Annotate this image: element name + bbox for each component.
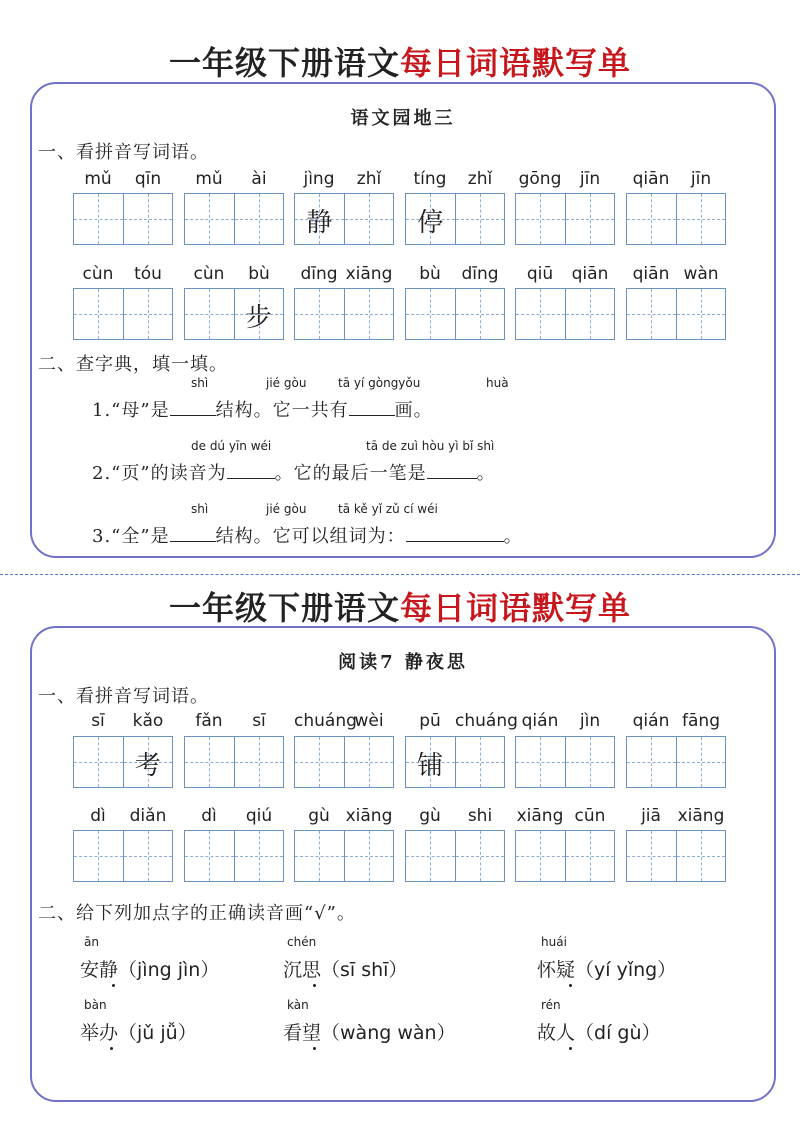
writing-cell[interactable] xyxy=(565,289,615,339)
pinyin-hint: bàn xyxy=(84,998,107,1012)
pinyin-hint: ān xyxy=(84,935,99,949)
pinyin-label: kǎo xyxy=(132,711,164,731)
writing-grid-box[interactable] xyxy=(626,193,726,245)
pinyin-label: bù xyxy=(248,264,270,284)
pinyin-label: zhǐ xyxy=(467,169,493,189)
pinyin-label: jiā xyxy=(641,806,661,826)
writing-grid-box[interactable] xyxy=(405,288,505,340)
writing-cell[interactable] xyxy=(344,194,394,244)
q3-text-c: 。 xyxy=(503,526,523,547)
pinyin-label: gù xyxy=(419,806,441,826)
q1-blank-2[interactable] xyxy=(349,415,395,416)
writing-cell[interactable] xyxy=(234,289,284,339)
pinyin-label: qīn xyxy=(134,169,162,189)
pinyin-label: qiān xyxy=(632,169,670,189)
writing-cell[interactable] xyxy=(455,289,505,339)
writing-cell[interactable] xyxy=(516,737,565,787)
writing-grid-box[interactable] xyxy=(515,193,615,245)
pinyin-label: gōng xyxy=(518,169,562,189)
q2-text-c: 。 xyxy=(476,463,496,484)
q3-blank-2[interactable] xyxy=(406,541,504,542)
emphasis-dot xyxy=(313,984,316,987)
writing-cell[interactable] xyxy=(295,737,344,787)
writing-grid-box[interactable] xyxy=(626,830,726,882)
header-black-text: 一年级下册语文 xyxy=(168,44,400,82)
pinyin-label: jìng xyxy=(303,169,335,189)
sheet1-section2-heading: 二、查字典，填一填。 xyxy=(38,354,228,375)
writing-cell[interactable] xyxy=(234,831,284,881)
writing-grid-box[interactable] xyxy=(184,830,284,882)
writing-cell[interactable] xyxy=(406,831,455,881)
writing-cell[interactable] xyxy=(74,289,123,339)
written-character: 停 xyxy=(417,208,444,238)
sheet2-title: 阅读7 静夜思 xyxy=(338,652,468,673)
pinyin-hint: huái xyxy=(541,935,567,949)
pinyin-hint: kàn xyxy=(287,998,309,1012)
pinyin-label: bù xyxy=(419,264,441,284)
choice-word: 安静 xyxy=(80,959,119,981)
writing-cell[interactable] xyxy=(676,737,726,787)
pinyin-label: chuáng xyxy=(455,711,518,731)
pinyin-label: chuáng xyxy=(294,711,357,731)
q3-text-a: 3.“全”是 xyxy=(92,526,170,547)
choice-word: 沉思 xyxy=(283,959,322,981)
written-character: 考 xyxy=(134,751,161,781)
writing-cell[interactable] xyxy=(344,831,394,881)
writing-cell[interactable] xyxy=(123,194,173,244)
sheet1-title: 语文园地三 xyxy=(350,108,456,129)
pinyin-hint: rén xyxy=(541,998,561,1012)
q2-pinyin-ta: tā de zuì hòu yì bǐ shì xyxy=(366,439,495,453)
writing-cell[interactable] xyxy=(516,289,565,339)
q1-text-a: 1.“母”是 xyxy=(92,400,170,421)
reading-choice-item[interactable] xyxy=(537,955,676,982)
emphasis-dot xyxy=(112,984,115,987)
writing-cell[interactable] xyxy=(185,737,234,787)
pinyin-label: qiū xyxy=(526,264,554,284)
writing-cell[interactable] xyxy=(123,737,173,787)
pinyin-label: qián xyxy=(632,711,670,731)
pinyin-label: ài xyxy=(251,169,267,189)
pinyin-label: tóu xyxy=(134,264,162,284)
writing-cell[interactable] xyxy=(455,737,505,787)
q2-text-a: 2.“页”的读音为 xyxy=(92,463,227,484)
reading-choice-item[interactable] xyxy=(283,1018,456,1045)
pinyin-label: tíng xyxy=(413,169,447,189)
written-character: 静 xyxy=(306,208,333,238)
writing-grid-box[interactable] xyxy=(626,736,726,788)
pinyin-label: diǎn xyxy=(129,806,167,826)
emphasis-dot xyxy=(110,1047,113,1050)
writing-grid-box[interactable] xyxy=(294,193,394,245)
writing-grid-box[interactable] xyxy=(405,830,505,882)
writing-cell[interactable] xyxy=(565,194,615,244)
emphasis-dot xyxy=(569,1047,572,1050)
pinyin-label: zhǐ xyxy=(356,169,382,189)
writing-cell[interactable] xyxy=(565,737,615,787)
writing-cell[interactable] xyxy=(627,737,676,787)
q1-pinyin-tayigongyou: tā yí gòngyǒu xyxy=(338,376,421,390)
writing-grid-box[interactable] xyxy=(515,288,615,340)
pinyin-label: xiāng xyxy=(345,264,393,284)
reading-choice-item[interactable] xyxy=(537,1018,661,1045)
writing-cell[interactable] xyxy=(344,289,394,339)
sheet2-section1-heading: 一、看拼音写词语。 xyxy=(38,686,209,707)
reading-choice-item[interactable] xyxy=(283,955,407,982)
writing-cell[interactable] xyxy=(185,289,234,339)
writing-grid-box[interactable] xyxy=(405,736,505,788)
emphasis-dot xyxy=(569,984,572,987)
written-character: 铺 xyxy=(417,751,444,781)
pinyin-label: dì xyxy=(201,806,217,826)
pinyin-label: sī xyxy=(252,711,266,731)
writing-grid-box[interactable] xyxy=(626,288,726,340)
writing-grid-box[interactable] xyxy=(294,830,394,882)
writing-cell[interactable] xyxy=(234,737,284,787)
writing-cell[interactable] xyxy=(516,831,565,881)
writing-grid-box[interactable] xyxy=(184,288,284,340)
writing-cell[interactable] xyxy=(455,194,505,244)
pinyin-hint: chén xyxy=(287,935,317,949)
pinyin-label: mǔ xyxy=(84,169,112,189)
q3-pinyin-takeyi: tā kě yǐ zǔ cí wéi xyxy=(338,502,438,516)
pinyin-label: jīn xyxy=(690,169,712,189)
writing-cell[interactable] xyxy=(295,289,344,339)
pinyin-label: dīng xyxy=(461,264,499,284)
cut-line-divider xyxy=(0,574,800,575)
q3-pinyin-jiegou: jié gòu xyxy=(266,502,307,516)
q1-text-b: 结构。它一共有 xyxy=(215,400,349,421)
emphasis-dot xyxy=(313,1047,316,1050)
writing-cell[interactable] xyxy=(234,194,284,244)
writing-cell[interactable] xyxy=(516,194,565,244)
question-2 xyxy=(92,459,496,485)
pinyin-label: cùn xyxy=(193,264,225,284)
q2-text-b: 。它的最后一笔是 xyxy=(274,463,427,484)
q1-pinyin-shi: shì xyxy=(191,376,209,390)
writing-cell[interactable] xyxy=(185,194,234,244)
writing-cell[interactable] xyxy=(406,737,455,787)
pinyin-label: qián xyxy=(521,711,559,731)
writing-cell[interactable] xyxy=(344,737,394,787)
pinyin-label: qiān xyxy=(632,264,670,284)
writing-cell[interactable] xyxy=(74,194,123,244)
pinyin-label: pū xyxy=(419,711,441,731)
pinyin-label: xiāng xyxy=(677,806,725,826)
writing-grid-box[interactable] xyxy=(515,736,615,788)
writing-grid-box[interactable] xyxy=(73,736,173,788)
written-character: 步 xyxy=(245,303,272,333)
choice-word: 看望 xyxy=(283,1022,322,1044)
writing-grid-box[interactable] xyxy=(73,193,173,245)
sheet1-header xyxy=(0,38,800,84)
writing-cell[interactable] xyxy=(627,194,676,244)
q1-blank-1[interactable] xyxy=(170,415,216,416)
writing-cell[interactable] xyxy=(295,831,344,881)
pinyin-label: sī xyxy=(91,711,105,731)
writing-grid-box[interactable] xyxy=(184,193,284,245)
pinyin-label: gù xyxy=(308,806,330,826)
choice-options[interactable]: （sī shī） xyxy=(321,959,408,981)
writing-grid-box[interactable] xyxy=(515,830,615,882)
sheet2-section2-heading: 二、给下列加点字的正确读音画“√”。 xyxy=(38,903,356,924)
writing-grid-box[interactable] xyxy=(294,736,394,788)
pinyin-label: wàn xyxy=(683,264,719,284)
choice-options[interactable]: （jìng jìn） xyxy=(118,959,220,981)
writing-cell[interactable] xyxy=(455,831,505,881)
q3-blank-1[interactable] xyxy=(170,541,216,542)
sheet2-header xyxy=(0,583,800,629)
writing-cell[interactable] xyxy=(627,831,676,881)
choice-word: 怀疑 xyxy=(537,959,576,981)
pinyin-label: wèi xyxy=(354,711,384,731)
q3-text-b: 结构。它可以组词为： xyxy=(215,526,406,547)
q1-pinyin-jiegou: jié gòu xyxy=(266,376,307,390)
header-red-text: 每日词语默写单 xyxy=(400,44,632,82)
writing-grid-box[interactable] xyxy=(73,830,173,882)
writing-cell[interactable] xyxy=(406,194,455,244)
q2-blank-2[interactable] xyxy=(427,478,477,479)
reading-choice-item[interactable] xyxy=(80,1018,197,1045)
question-3 xyxy=(92,522,523,548)
choice-word: 故人 xyxy=(537,1022,576,1044)
writing-cell[interactable] xyxy=(123,289,173,339)
writing-cell[interactable] xyxy=(676,194,726,244)
pinyin-label: qiān xyxy=(571,264,609,284)
pinyin-label: jīn xyxy=(579,169,601,189)
writing-cell[interactable] xyxy=(185,831,234,881)
writing-cell[interactable] xyxy=(123,831,173,881)
pinyin-label: qiú xyxy=(245,806,273,826)
writing-grid-box[interactable] xyxy=(405,193,505,245)
writing-cell[interactable] xyxy=(74,831,123,881)
choice-options[interactable]: （wàng wàn） xyxy=(321,1022,456,1044)
choice-options[interactable]: （dí gù） xyxy=(575,1022,661,1044)
writing-cell[interactable] xyxy=(627,289,676,339)
pinyin-label: xiāng xyxy=(516,806,564,826)
pinyin-label: dì xyxy=(90,806,106,826)
q2-pinyin-deduyinwei: de dú yīn wéi xyxy=(191,439,272,453)
pinyin-label: cūn xyxy=(574,806,606,826)
q2-blank-1[interactable] xyxy=(227,478,275,479)
pinyin-label: cùn xyxy=(82,264,114,284)
question-1 xyxy=(92,396,433,422)
header-red-text: 每日词语默写单 xyxy=(400,589,632,627)
header-black-text: 一年级下册语文 xyxy=(168,589,400,627)
writing-cell[interactable] xyxy=(295,194,344,244)
q1-pinyin-hua: huà xyxy=(486,376,509,390)
writing-cell[interactable] xyxy=(676,831,726,881)
pinyin-label: fāng xyxy=(682,711,720,731)
pinyin-label: jìn xyxy=(579,711,601,731)
writing-grid-box[interactable] xyxy=(294,288,394,340)
q3-pinyin-shi: shì xyxy=(191,502,209,516)
pinyin-label: xiāng xyxy=(345,806,393,826)
writing-cell[interactable] xyxy=(565,831,615,881)
pinyin-label: fǎn xyxy=(195,711,223,731)
pinyin-label: mǔ xyxy=(195,169,223,189)
writing-grid-box[interactable] xyxy=(184,736,284,788)
choice-options[interactable]: （jǔ jǚ） xyxy=(118,1022,197,1044)
q1-text-c: 画。 xyxy=(394,400,433,421)
pinyin-label: dīng xyxy=(300,264,338,284)
pinyin-label: shi xyxy=(467,806,493,826)
writing-cell[interactable] xyxy=(676,289,726,339)
sheet1-section1-heading: 一、看拼音写词语。 xyxy=(38,142,209,163)
choice-options[interactable]: （yí yǐng） xyxy=(575,959,677,981)
reading-choice-item[interactable] xyxy=(80,955,219,982)
writing-cell[interactable] xyxy=(74,737,123,787)
choice-word: 举办 xyxy=(80,1022,119,1044)
writing-cell[interactable] xyxy=(406,289,455,339)
writing-grid-box[interactable] xyxy=(73,288,173,340)
